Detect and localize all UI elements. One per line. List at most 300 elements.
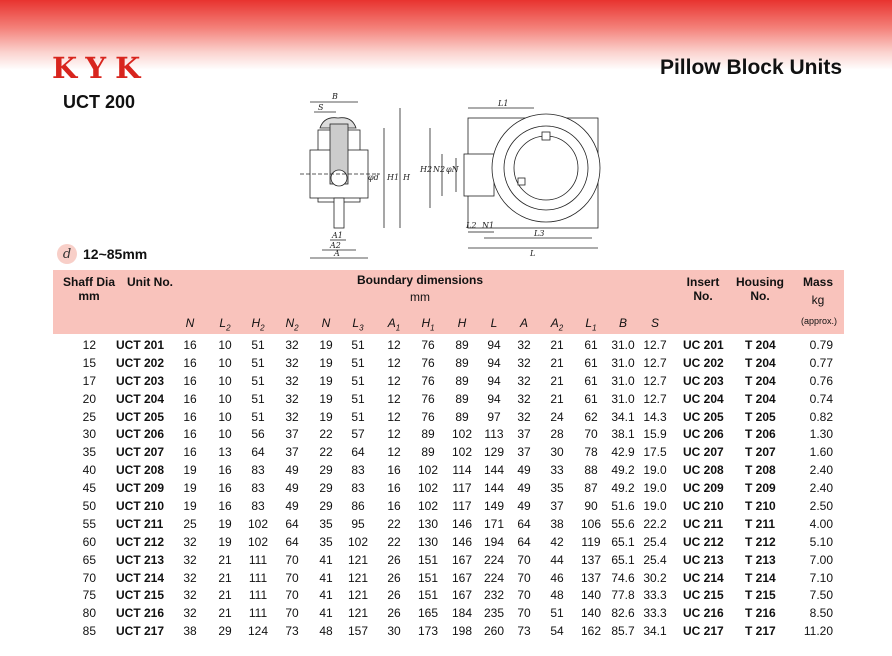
- table-row: [53, 498, 844, 516]
- table-cell: 83: [251, 499, 265, 514]
- table-cell: 48: [319, 624, 333, 639]
- table-cell: 137: [580, 552, 602, 567]
- column-label-n: N: [321, 316, 331, 330]
- table-cell: 4.00: [809, 516, 833, 531]
- header-mass: Mass: [802, 275, 834, 289]
- table-cell: 121: [347, 588, 369, 603]
- table-cell: UC 216: [683, 606, 724, 621]
- table-cell: 111: [248, 570, 268, 585]
- page-title: Pillow Block Units: [659, 56, 842, 79]
- table-cell: 102: [247, 516, 269, 531]
- table-cell: 12: [82, 338, 96, 352]
- table-cell: 12: [387, 427, 401, 442]
- column-label-a: A: [519, 316, 528, 330]
- label-phi-n: φN: [446, 165, 459, 174]
- table-cell: 41: [319, 570, 333, 585]
- column-label-n: N: [185, 316, 195, 330]
- table-cell: UCT 213: [116, 552, 165, 567]
- table-cell: T 211: [745, 516, 776, 531]
- table-cell: 24: [550, 409, 564, 424]
- table-cell: 94: [487, 355, 501, 370]
- table-cell: 64: [285, 516, 299, 531]
- table-cell: 0.74: [809, 391, 833, 406]
- table-cell: 17.5: [643, 445, 667, 460]
- side-view-drawing: [300, 102, 400, 258]
- table-cell: 86: [351, 499, 365, 514]
- table-cell: 19: [319, 338, 333, 352]
- column-label-h: H: [457, 316, 467, 330]
- table-cell: 19: [183, 463, 197, 478]
- table-row: [53, 623, 844, 641]
- table-cell: 102: [347, 534, 369, 549]
- table-cell: T 217: [745, 624, 776, 639]
- table-cell: UC 217: [683, 624, 724, 639]
- table-cell: 89: [421, 445, 435, 460]
- table-cell: 16: [387, 481, 401, 496]
- table-cell: 30: [82, 427, 96, 442]
- table-cell: 12: [387, 391, 401, 406]
- table-cell: UCT 216: [116, 606, 165, 621]
- table-cell: UCT 215: [116, 588, 165, 603]
- table-cell: 37: [517, 427, 531, 442]
- table-cell: 76: [421, 409, 435, 424]
- table-cell: T 214: [745, 570, 776, 585]
- table-cell: 64: [285, 534, 299, 549]
- table-cell: 137: [580, 570, 602, 585]
- table-cell: 12: [387, 373, 401, 388]
- column-label-l1: $L_1$: [585, 316, 597, 333]
- table-cell: 41: [319, 588, 333, 603]
- table-cell: 21: [550, 373, 564, 388]
- table-cell: 35: [550, 481, 564, 496]
- table-cell: 26: [387, 552, 401, 567]
- table-cell: 171: [483, 516, 505, 531]
- table-cell: T 213: [745, 552, 776, 567]
- table-cell: 76: [421, 355, 435, 370]
- table-cell: 121: [347, 606, 369, 621]
- table-cell: 10: [218, 427, 232, 442]
- column-label-l2: $L_2$: [219, 316, 231, 333]
- table-cell: 22: [319, 427, 333, 442]
- table-cell: 16: [218, 463, 232, 478]
- table-cell: 49: [285, 499, 299, 514]
- column-label-s: S: [650, 316, 659, 330]
- table-cell: 19: [319, 391, 333, 406]
- table-cell: 16: [183, 445, 197, 460]
- label-b: B: [332, 92, 338, 101]
- table-cell: 10: [218, 338, 232, 352]
- label-n1: N1: [482, 221, 495, 230]
- table-cell: 0.76: [809, 373, 833, 388]
- column-label-b: B: [618, 316, 627, 330]
- table-cell: 54: [550, 624, 564, 639]
- table-cell: 51: [351, 391, 365, 406]
- table-cell: 32: [285, 338, 299, 352]
- table-cell: 16: [387, 499, 401, 514]
- table-cell: 21: [550, 338, 564, 352]
- table-cell: 2.40: [809, 481, 833, 496]
- column-label-a1: $A_1$: [387, 316, 401, 333]
- table-cell: 89: [421, 427, 435, 442]
- table-cell: 70: [285, 606, 299, 621]
- table-row: [53, 409, 844, 427]
- label-l2: L2: [466, 221, 477, 230]
- table-cell: 70: [517, 570, 531, 585]
- table-cell: 15: [82, 355, 96, 370]
- table-cell: 32: [517, 338, 531, 352]
- table-cell: 38: [550, 516, 564, 531]
- table-cell: 10: [218, 409, 232, 424]
- table-cell: UCT 208: [116, 463, 165, 478]
- table-cell: 130: [417, 534, 439, 549]
- table-cell: 113: [484, 427, 504, 442]
- table-cell: 80: [82, 606, 96, 621]
- table-cell: 42: [550, 534, 564, 549]
- table-cell: 31.0: [611, 391, 635, 406]
- column-label-n2: $N_2$: [285, 316, 299, 333]
- table-cell: UCT 211: [116, 516, 164, 531]
- table-cell: 13: [218, 445, 232, 460]
- diameter-range-text: 12~85mm: [83, 246, 148, 262]
- table-cell: T 207: [745, 445, 776, 460]
- table-cell: 33.3: [643, 606, 667, 621]
- model-series: UCT 200: [63, 92, 136, 112]
- table-cell: 94: [487, 338, 501, 352]
- table-cell: UC 209: [683, 481, 724, 496]
- table-cell: 51: [351, 373, 365, 388]
- table-cell: 31.0: [611, 338, 635, 352]
- table-row: [53, 534, 844, 552]
- table-cell: 146: [451, 534, 473, 549]
- table-cell: 34.1: [643, 624, 667, 639]
- header-insert: Insert: [686, 275, 720, 289]
- table-cell: 70: [285, 588, 299, 603]
- label-n2: N2: [433, 165, 446, 174]
- table-cell: 73: [285, 624, 299, 639]
- table-cell: 70: [285, 552, 299, 567]
- front-view-drawing: [430, 108, 600, 248]
- table-cell: 64: [251, 445, 265, 460]
- table-cell: 89: [455, 373, 469, 388]
- table-cell: 10: [218, 373, 232, 388]
- table-cell: 32: [285, 391, 299, 406]
- table-cell: 114: [452, 463, 472, 478]
- table-cell: 32: [517, 409, 531, 424]
- table-cell: 49: [517, 481, 531, 496]
- table-cell: 89: [455, 391, 469, 406]
- table-cell: UC 208: [683, 463, 724, 478]
- table-row: [53, 480, 844, 498]
- table-cell: 151: [417, 552, 439, 567]
- table-cell: 89: [455, 338, 469, 352]
- table-cell: 8.50: [809, 606, 833, 621]
- table-cell: 26: [387, 588, 401, 603]
- table-cell: 35: [319, 534, 333, 549]
- table-cell: 25: [82, 409, 96, 424]
- table-cell: 51: [251, 409, 265, 424]
- table-cell: T 204: [745, 373, 776, 388]
- table-cell: 31.0: [611, 373, 635, 388]
- table-cell: 260: [483, 624, 505, 639]
- table-cell: 16: [183, 355, 197, 370]
- table-cell: 32: [183, 552, 197, 567]
- table-cell: 2.40: [809, 463, 833, 478]
- kyk-logo: KYK: [52, 51, 150, 85]
- table-cell: 61: [584, 355, 598, 370]
- table-cell: 130: [417, 516, 439, 531]
- table-cell: 76: [421, 391, 435, 406]
- table-cell: 48: [550, 588, 564, 603]
- table-cell: 173: [417, 624, 439, 639]
- table-cell: 32: [183, 570, 197, 585]
- table-cell: 15.9: [643, 427, 667, 442]
- table-cell: UC 212: [683, 534, 724, 549]
- table-cell: 76: [421, 338, 435, 352]
- table-cell: UCT 209: [116, 481, 165, 496]
- table-cell: 38.1: [611, 427, 635, 442]
- table-cell: 167: [451, 588, 473, 603]
- table-cell: 7.50: [809, 588, 833, 603]
- table-cell: 85: [82, 624, 96, 639]
- header-unit-no: Unit No.: [127, 275, 173, 289]
- table-cell: UC 202: [683, 355, 724, 370]
- table-cell: 95: [351, 516, 365, 531]
- table-cell: 70: [82, 570, 96, 585]
- table-cell: 124: [247, 624, 269, 639]
- table-row: [53, 516, 844, 534]
- table-cell: 12: [387, 409, 401, 424]
- table-cell: 21: [550, 391, 564, 406]
- table-cell: T 204: [745, 391, 776, 406]
- table-cell: 55: [82, 516, 96, 531]
- table-cell: UCT 214: [116, 570, 165, 585]
- table-cell: 29: [218, 624, 232, 639]
- column-label-a2: $A_2$: [550, 316, 564, 333]
- table-cell: UC 206: [683, 427, 724, 442]
- table-cell: T 204: [745, 338, 776, 352]
- table-cell: 97: [487, 409, 501, 424]
- table-cell: T 216: [745, 606, 776, 621]
- table-cell: 30.2: [643, 570, 667, 585]
- table-cell: 38: [183, 624, 197, 639]
- table-cell: UC 213: [683, 552, 724, 567]
- table-cell: 64: [351, 445, 365, 460]
- table-cell: 12.7: [643, 338, 667, 352]
- table-cell: UCT 204: [116, 391, 165, 406]
- table-cell: 51: [251, 373, 265, 388]
- table-cell: 144: [483, 481, 505, 496]
- table-cell: 87: [584, 481, 598, 496]
- table-cell: 194: [483, 534, 505, 549]
- table-cell: 51: [251, 338, 265, 352]
- table-row: [53, 605, 844, 623]
- table-cell: 16: [218, 481, 232, 496]
- table-cell: 35: [319, 516, 333, 531]
- technical-drawing: [290, 88, 620, 268]
- column-label-h2: $H_2$: [251, 316, 265, 333]
- table-cell: 224: [483, 570, 505, 585]
- table-cell: 35: [82, 445, 96, 460]
- table-cell: UCT 202: [116, 355, 165, 370]
- table-cell: 49: [517, 463, 531, 478]
- table-cell: 121: [347, 570, 369, 585]
- table-cell: 29: [319, 481, 333, 496]
- label-l1: L1: [498, 99, 509, 108]
- table-cell: 12.7: [643, 391, 667, 406]
- table-cell: 70: [285, 570, 299, 585]
- table-cell: 165: [417, 606, 439, 621]
- table-cell: 1.30: [809, 427, 833, 442]
- table-cell: 1.60: [809, 445, 833, 460]
- table-cell: 32: [285, 409, 299, 424]
- table-cell: 26: [387, 606, 401, 621]
- table-cell: 57: [351, 427, 365, 442]
- table-cell: 22.2: [643, 516, 667, 531]
- table-cell: 32: [517, 355, 531, 370]
- header-shaft-dia: Shaff Dia: [62, 275, 115, 289]
- header-mass-unit: kg: [811, 293, 825, 307]
- table-cell: 83: [251, 463, 265, 478]
- table-cell: 75: [82, 588, 96, 603]
- table-cell: 32: [517, 391, 531, 406]
- table-cell: 21: [218, 552, 232, 567]
- table-cell: 111: [248, 588, 268, 603]
- table-cell: 117: [452, 499, 472, 514]
- table-cell: 49: [285, 463, 299, 478]
- label-l: L: [530, 249, 536, 258]
- table-cell: 40: [82, 463, 96, 478]
- table-cell: 78: [584, 445, 598, 460]
- table-cell: 149: [483, 499, 505, 514]
- table-cell: 117: [452, 481, 472, 496]
- table-cell: 16: [183, 409, 197, 424]
- table-cell: 17: [82, 373, 96, 388]
- table-cell: 167: [451, 552, 473, 567]
- table-cell: 20: [82, 391, 96, 406]
- table-cell: 121: [347, 552, 369, 567]
- table-cell: 102: [451, 445, 473, 460]
- table-cell: 64: [517, 534, 531, 549]
- table-cell: 19: [319, 373, 333, 388]
- table-cell: 49.2: [611, 481, 635, 496]
- table-cell: 37: [285, 427, 299, 442]
- table-cell: 32: [285, 373, 299, 388]
- table-cell: 49: [517, 499, 531, 514]
- table-cell: 37: [285, 445, 299, 460]
- table-cell: 32: [517, 373, 531, 388]
- table-cell: UCT 210: [116, 499, 165, 514]
- table-cell: 49: [285, 481, 299, 496]
- table-cell: UC 210: [683, 499, 724, 514]
- table-cell: 167: [451, 570, 473, 585]
- table-cell: 11.20: [803, 624, 833, 639]
- table-cell: 102: [417, 463, 439, 478]
- table-cell: 55.6: [611, 516, 635, 531]
- table-cell: UCT 207: [116, 445, 165, 460]
- table-cell: 65: [82, 552, 96, 567]
- table-row: [53, 391, 844, 409]
- table-cell: 12: [387, 445, 401, 460]
- table-row: [53, 355, 844, 373]
- table-cell: 21: [218, 606, 232, 621]
- table-cell: UCT 203: [116, 373, 165, 388]
- table-cell: 140: [580, 588, 602, 603]
- table-cell: 94: [487, 391, 501, 406]
- table-cell: 16: [387, 463, 401, 478]
- table-cell: 22: [387, 534, 401, 549]
- table-cell: 25: [183, 516, 197, 531]
- table-cell: 19: [218, 534, 232, 549]
- table-cell: 28: [550, 427, 564, 442]
- table-cell: 16: [183, 338, 197, 352]
- table-cell: UC 204: [683, 391, 724, 406]
- table-cell: 184: [451, 606, 473, 621]
- table-cell: 32: [183, 534, 197, 549]
- table-cell: 21: [218, 588, 232, 603]
- table-cell: 0.79: [809, 338, 833, 352]
- table-cell: 51: [351, 338, 365, 352]
- table-cell: 12.7: [643, 355, 667, 370]
- table-cell: 25.4: [643, 552, 667, 567]
- table-cell: 25.4: [643, 534, 667, 549]
- table-cell: 21: [550, 355, 564, 370]
- table-cell: 83: [351, 463, 365, 478]
- table-cell: 19: [319, 409, 333, 424]
- label-h: H: [403, 173, 410, 182]
- label-a: A: [334, 249, 340, 258]
- table-cell: 119: [581, 534, 601, 549]
- table-cell: 32: [285, 355, 299, 370]
- header-insert-no: No.: [693, 289, 713, 303]
- table-cell: 44: [550, 552, 564, 567]
- table-cell: 83: [351, 481, 365, 496]
- table-cell: 16: [183, 373, 197, 388]
- table-cell: 70: [517, 552, 531, 567]
- table-cell: 0.82: [809, 409, 833, 424]
- table-cell: 2.50: [809, 499, 833, 514]
- table-cell: 151: [417, 588, 439, 603]
- table-cell: 73: [517, 624, 531, 639]
- table-cell: UCT 212: [116, 534, 165, 549]
- table-cell: 5.10: [809, 534, 833, 549]
- table-cell: 19.0: [643, 463, 667, 478]
- table-cell: 111: [248, 606, 268, 621]
- table-cell: 88: [584, 463, 598, 478]
- table-cell: 157: [347, 624, 369, 639]
- label-a1: A1: [332, 231, 343, 240]
- table-cell: 16: [183, 427, 197, 442]
- table-cell: T 215: [745, 588, 776, 603]
- table-cell: 14.3: [643, 409, 667, 424]
- label-l3: L3: [534, 229, 545, 238]
- table-cell: T 209: [745, 481, 776, 496]
- table-cell: T 206: [745, 427, 776, 442]
- table-cell: 19: [218, 516, 232, 531]
- table-row: [53, 587, 844, 605]
- table-cell: 83: [251, 481, 265, 496]
- table-cell: 19: [319, 355, 333, 370]
- table-cell: 51: [251, 355, 265, 370]
- table-cell: UC 205: [683, 409, 724, 424]
- table-cell: T 208: [745, 463, 776, 478]
- table-cell: UC 203: [683, 373, 724, 388]
- table-cell: 16: [183, 391, 197, 406]
- table-cell: 29: [319, 463, 333, 478]
- table-cell: 51.6: [611, 499, 635, 514]
- table-cell: 22: [319, 445, 333, 460]
- table-cell: 21: [218, 570, 232, 585]
- table-cell: 45: [82, 481, 96, 496]
